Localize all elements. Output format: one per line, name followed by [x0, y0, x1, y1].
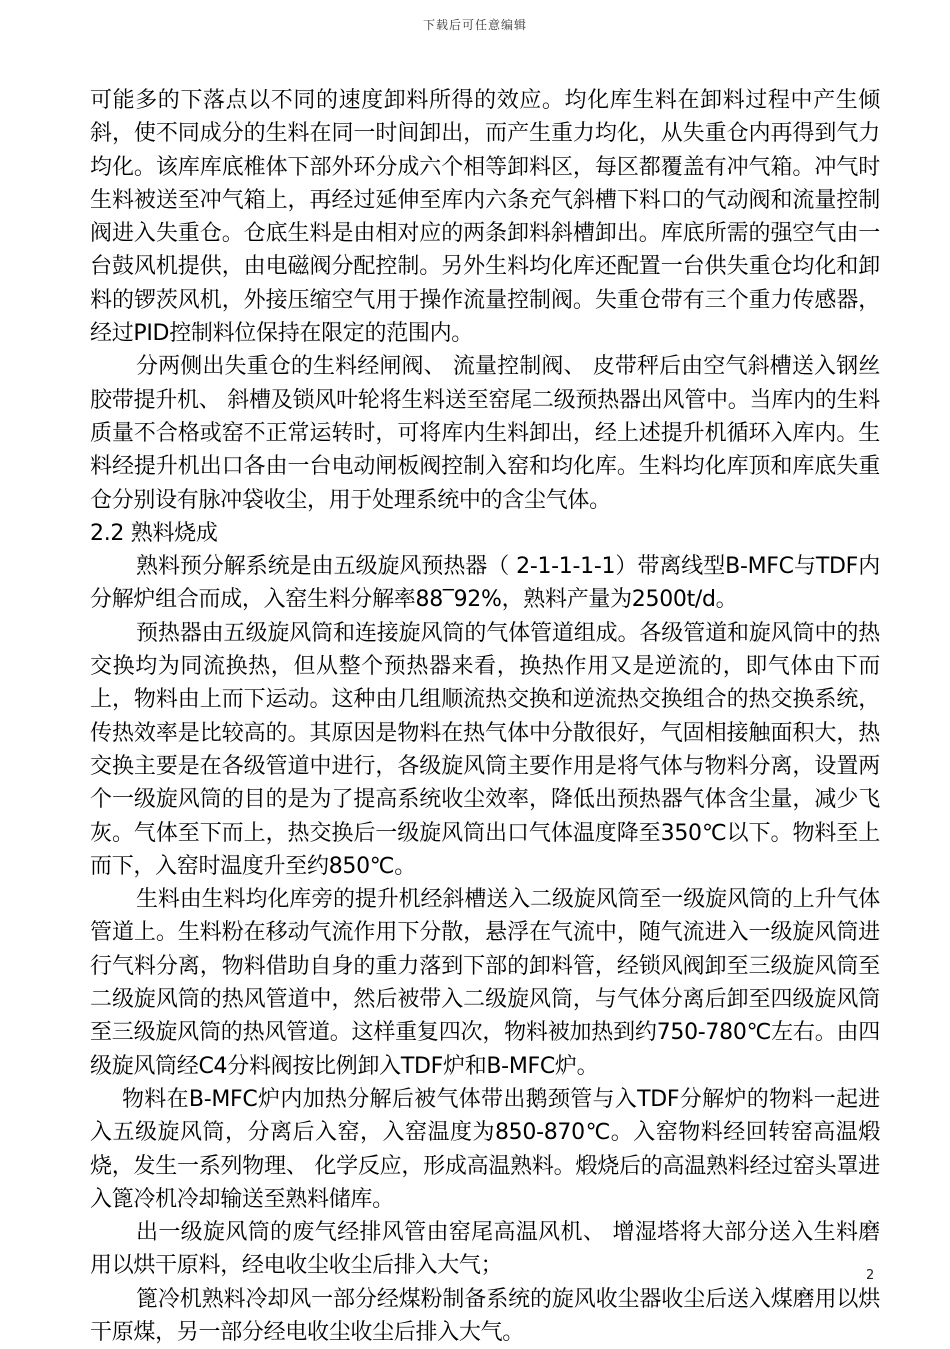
page-number: 2 [866, 1268, 875, 1283]
paragraph-1: 可能多的下落点以不同的速度卸料所得的效应。均化库生料在卸料过程中产生倾斜，使不同成分的生料在同一时间卸出，而产生重力均化，从失重仓内再得到气力均化。该库库底椎体下部外环分成六个相等卸料区，每区都覆盖有冲气箱。冲气时生料被送至冲气箱上，再经过延伸至库内六条充气斜槽下料口的气动阀和流量控制阀进入失重仓。仓底生料是由相对应的两条卸料斜槽卸出。库底所需的强空气由一台鼓风机提供，由电磁阀分配控制。另外生料均化库还配置一台供失重仓均化和卸料的锣茨风机，外接压缩空气用于操作流量控制阀。失重仓带有三个重力传感器，经过PID控制料位保持在限定的范围内。 [90, 88, 880, 347]
paragraph-5: 生料由生料均化库旁的提升机经斜槽送入二级旋风筒至一级旋风筒的上升气体管道上。生料粉在移动气流作用下分散，悬浮在气流中，随气流进入一级旋风筒进行气料分离，物料借助自身的重力落到下部的卸料管，经锁风阀卸至三级旋风筒至二级旋风筒的热风管道中，然后被带入二级旋风筒，与气体分离后卸至四级旋风筒至三级旋风筒的热风管道。这样重复四次，物料被加热到约750-780℃左右。由四级旋风筒经C4分料阀按比例卸入TDF炉和B-MFC炉。 [90, 887, 880, 1079]
paragraph-7: 出一级旋风筒的废气经排风管由窑尾高温风机、 增湿塔将大部分送入生料磨用以烘干原料，经电收尘收尘后排入大气； [90, 1220, 880, 1279]
page-header: 下载后可任意编辑 [422, 18, 527, 32]
paragraph-6: 物料在B-MFC炉内加热分解后被气体带出鹅颈管与入TDF分解炉的物料一起进入五级旋风筒，分离后入窑，入窑温度为850-870℃。入窑物料经回转窑高温煅烧，发生一系列物理、 化学反应，形成高温熟料。煅烧后的高温熟料经过窑头罩进入篦冷机冷却输送至熟料储库。 [90, 1086, 880, 1212]
document-body [90, 84, 880, 1349]
section-heading: 2.2 熟料烧成 [90, 520, 218, 546]
paragraph-3: 熟料预分解系统是由五级旋风预热器（ 2-1-1-1-1）带离线型B-MFC与TDF内分解炉组合而成，入窑生料分解率88‾92%，熟料产量为2500t/d。 [90, 554, 880, 613]
paragraph-4: 预热器由五级旋风筒和连接旋风筒的气体管道组成。各级管道和旋风筒中的热交换均为同流换热，但从整个预热器来看，换热作用又是逆流的，即气体由下而上，物料由上而下运动。这种由几组顺流热交换和逆流热交换组合的热交换系统，传热效率是比较高的。其原因是物料在热气体中分散很好，气固相接触面积大，热交换主要是在各级管道中进行，各级旋风筒主要作用是将气体与物料分离，设置两个一级旋风筒的目的是为了提高系统收尘效率，降低出预热器气体含尘量，减少飞灰。气体至下而上，热交换后一级旋风筒出口气体温度降至350℃以下。物料至上而下，入窑时温度升至约850℃。 [90, 620, 880, 879]
paragraph-8: 篦冷机熟料冷却风一部分经煤粉制备系统的旋风收尘器收尘后送入煤磨用以烘干原煤，另一部分经电收尘收尘后排入大气。 [90, 1286, 880, 1345]
paragraph-2: 分两侧出失重仓的生料经闸阀、 流量控制阀、 皮带秤后由空气斜槽送入钢丝胶带提升机、 斜槽及锁风叶轮将生料送至窑尾二级预热器出风管中。当库内的生料质量不合格或窑不正常运转时，可将库内生料卸出，经上述提升机循环入库内。生料经提升机出口各由一台电动闸板阀控制入窑和均化库。生料均化库顶和库底失重仓分别设有脉冲袋收尘，用于处理系统中的含尘气体。 [90, 354, 880, 513]
